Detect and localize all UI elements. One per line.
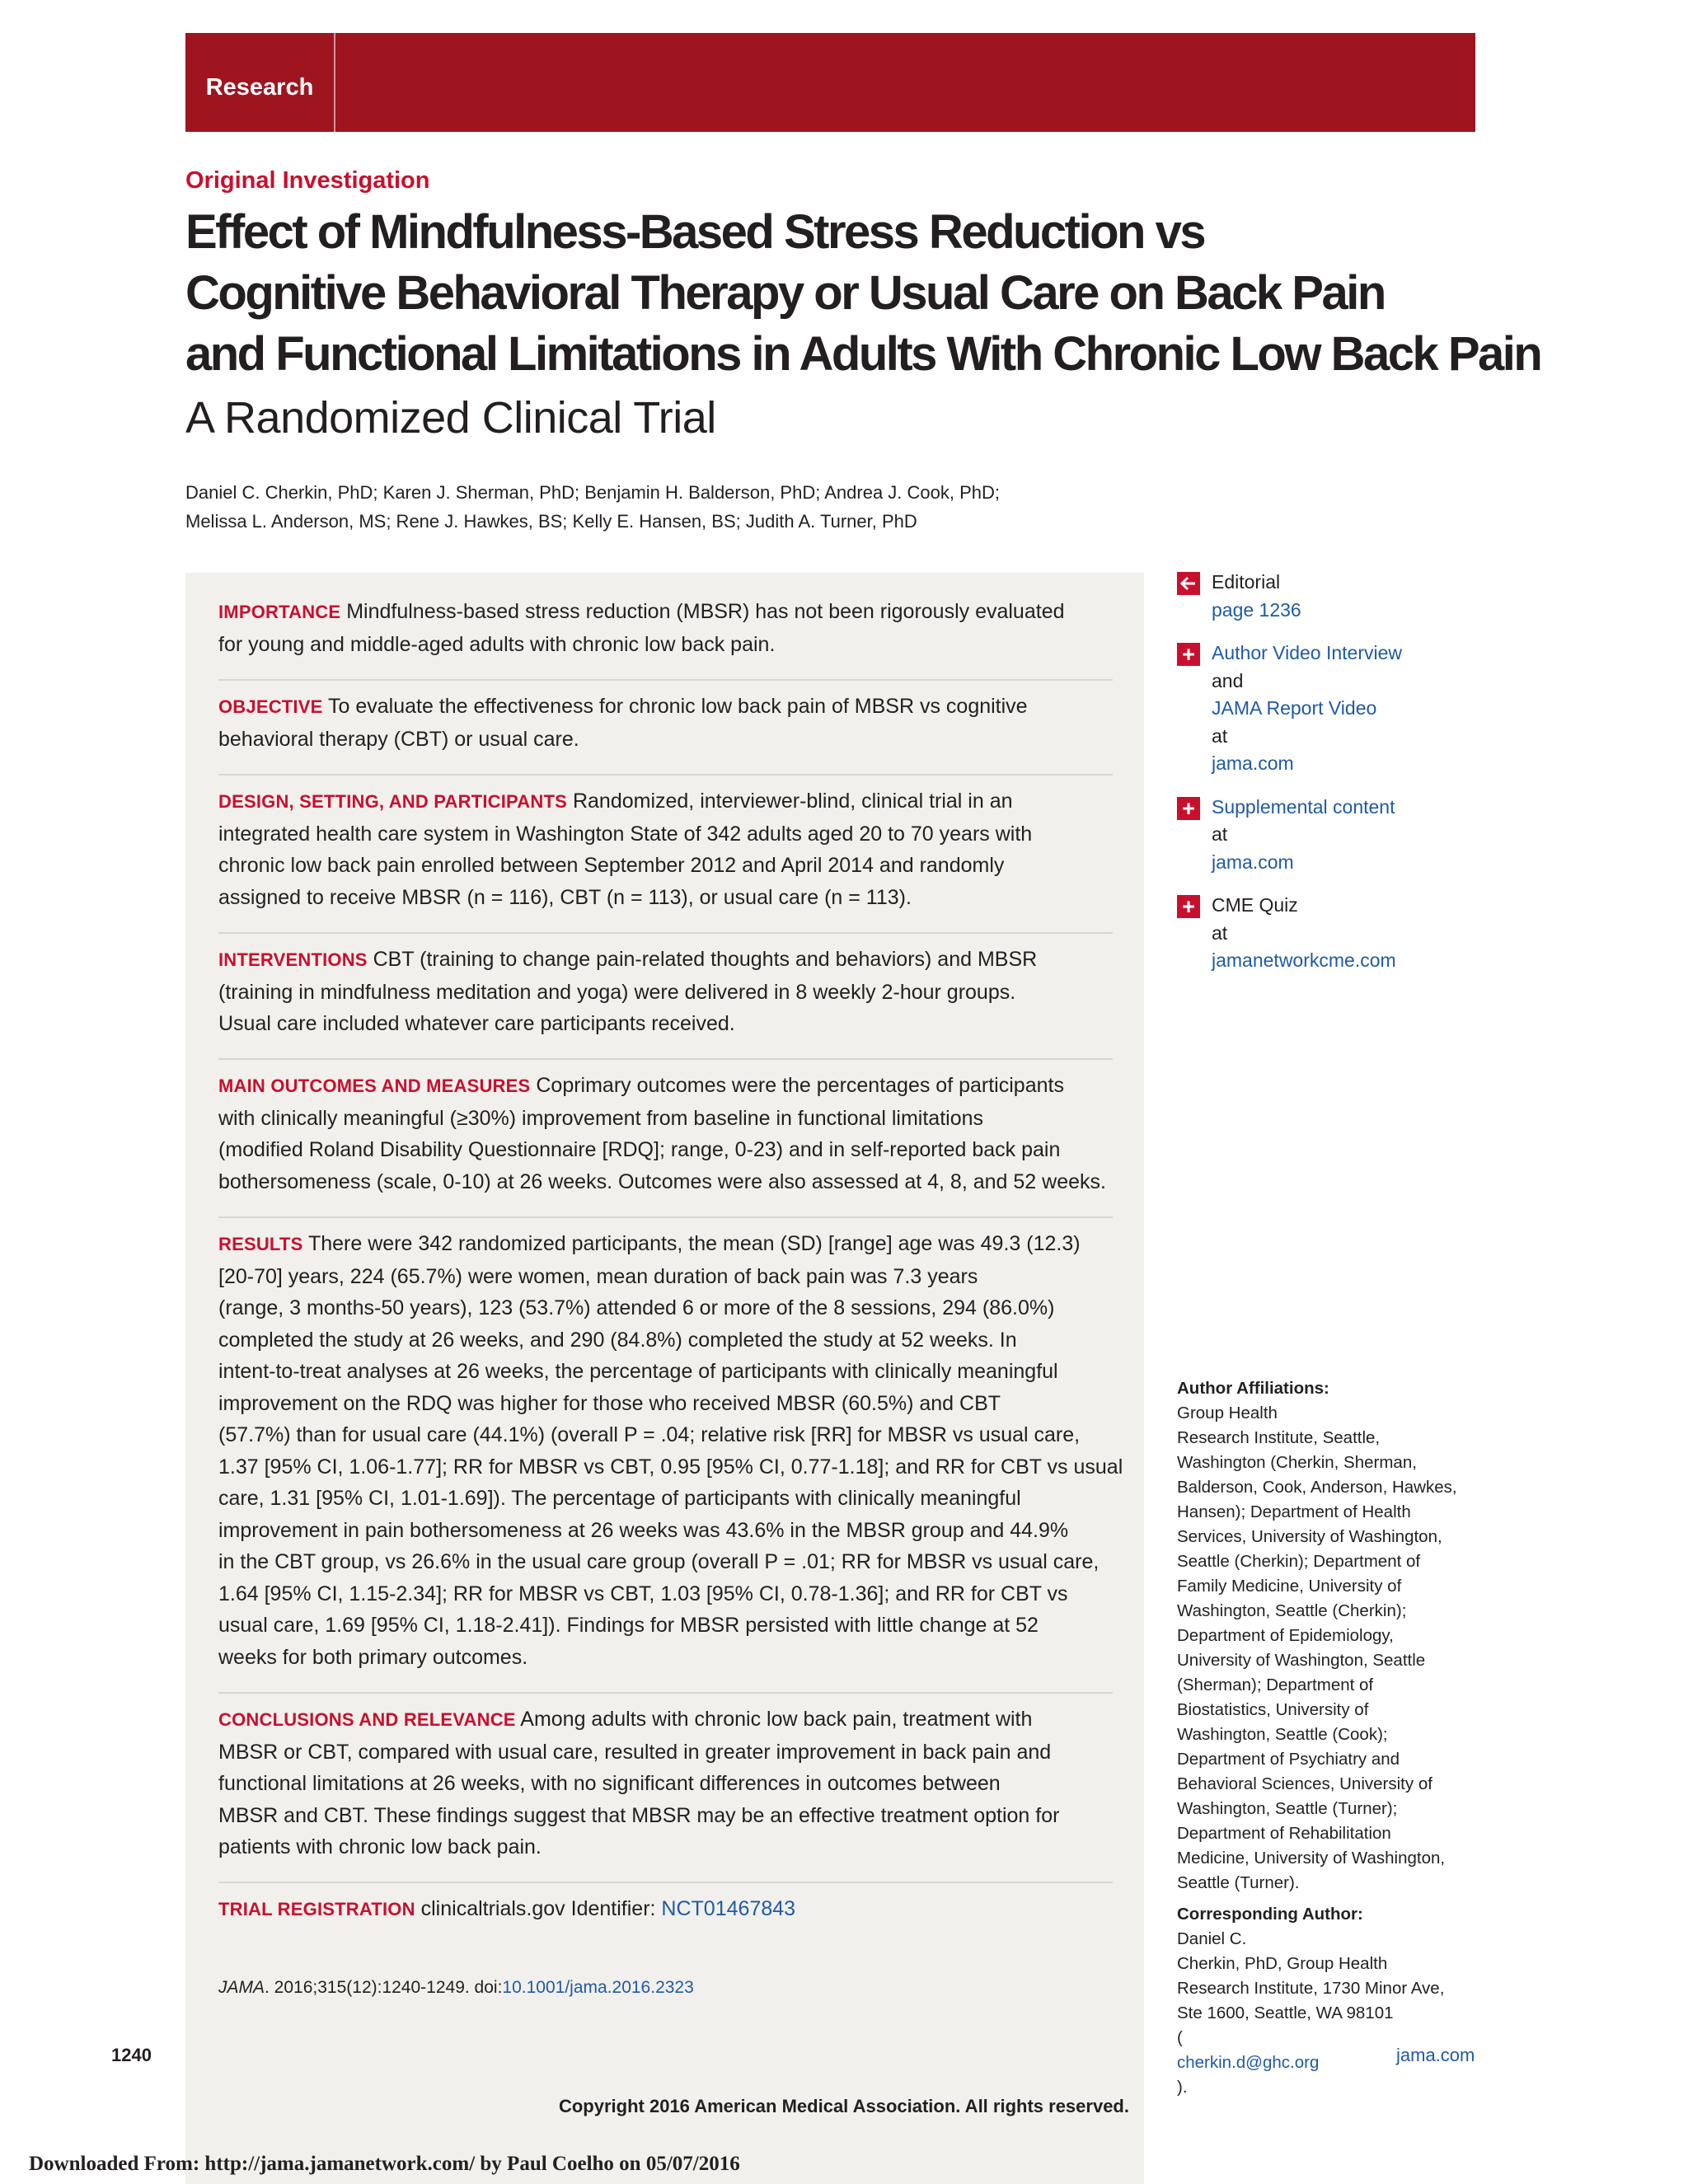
abstract	[185, 573, 1144, 2184]
text-line: Daniel C.	[1177, 1929, 1247, 1948]
section-divider	[218, 679, 1113, 681]
jama-link[interactable]: jama.com	[1212, 752, 1294, 774]
text-line: CBT (training to change pain-related thoughts and behaviors) and MBSR	[373, 948, 1038, 971]
report-video-link[interactable]: JAMA Report Video	[1212, 697, 1377, 719]
affiliations-heading: Author Affiliations:	[1177, 1379, 1329, 1398]
article-type: Original Investigation	[185, 167, 430, 194]
text-line: Family Medicine, University of	[1177, 1577, 1402, 1596]
editorial-label: Editorial	[1212, 571, 1281, 593]
section-heading: RESULTS	[218, 1234, 303, 1254]
email-link[interactable]: cherkin.d@ghc.org	[1177, 2053, 1320, 2072]
text-line: Department of Psychiatry and	[1177, 1750, 1400, 1769]
connector-text: at	[1212, 724, 1228, 747]
section-heading: CONCLUSIONS AND RELEVANCE	[218, 1709, 516, 1730]
section-label: Research	[205, 74, 314, 101]
abstract-interventions	[218, 944, 1113, 1040]
citation-details: . 2016;315(12):1240-1249. doi:	[265, 1978, 503, 1997]
section-heading: IMPORTANCE	[218, 602, 341, 622]
text-line: [20-70] years, 224 (65.7%) were women, mean duration of back pain was 7.3 years	[218, 1264, 978, 1288]
text-line: Biostatistics, University of	[1177, 1700, 1369, 1719]
text-line: weeks for both primary outcomes.	[218, 1645, 528, 1669]
text-line: usual care, 1.69 [95% CI, 1.18-2.41]). Findings for MBSR persisted with little change at 52	[218, 1614, 1039, 1637]
section-divider	[218, 1216, 1113, 1218]
abstract-importance	[218, 596, 1113, 660]
text-line: Mindfulness-based stress reduction (MBSR) has not been rigorously evaluated	[346, 600, 1065, 623]
plus-icon: +	[1177, 643, 1200, 666]
text-line: clinicaltrials.gov Identifier:	[420, 1897, 656, 1920]
author-line: Melissa L. Anderson, MS; Rene J. Hawkes, BS; Kelly E. Hansen, BS; Judith A. Turner, PhD	[185, 511, 917, 532]
text-line: Department of Rehabilitation	[1177, 1824, 1391, 1843]
author-list	[185, 478, 1257, 536]
abstract-objective	[218, 691, 1113, 755]
text-line: MBSR or CBT, compared with usual care, resulted in greater improvement in back pain and	[218, 1740, 1052, 1764]
text-line: (training in mindfulness meditation and yoga) were delivered in 8 weekly 2-hour groups.	[218, 980, 1016, 1004]
plus-icon: +	[1177, 797, 1200, 820]
jama-link[interactable]: jama.com	[1212, 851, 1294, 873]
abstract-results	[218, 1228, 1123, 1673]
section-heading: OBJECTIVE	[218, 696, 323, 717]
text-line: completed the study at 26 weeks, and 290 (84.8%) completed the study at 52 weeks. In	[218, 1328, 1017, 1352]
plus-icon: +	[1177, 895, 1200, 918]
text-line: chronic low back pain enrolled between September 2012 and April 2014 and randomly	[218, 854, 1005, 877]
text-line: Medicine, University of Washington,	[1177, 1849, 1446, 1868]
text-line: University of Washington, Seattle	[1177, 1651, 1426, 1670]
text-line: Hansen); Department of Health	[1177, 1502, 1411, 1521]
connector-text: at	[1212, 921, 1228, 944]
text-line: for young and middle-aged adults with chronic low back pain.	[218, 632, 776, 656]
punctuation: (	[1177, 2028, 1183, 2047]
editorial-link[interactable]: page 1236	[1212, 598, 1301, 621]
abstract-registration	[218, 1893, 1113, 1926]
text-line: Research Institute, 1730 Minor Ave,	[1177, 1979, 1445, 1998]
section-divider	[218, 774, 1113, 776]
section-divider	[218, 1882, 1113, 1883]
text-line: Research Institute, Seattle,	[1177, 1428, 1381, 1447]
text-line: behavioral therapy (CBT) or usual care.	[218, 727, 579, 751]
text-line: MBSR and CBT. These findings suggest that MBSR may be an effective treatment option for	[218, 1803, 1060, 1827]
article-title	[185, 202, 1541, 385]
banner-divider	[334, 33, 335, 132]
page-number: 1240	[111, 2045, 152, 2065]
text-line: Usual care included whatever care participants received.	[218, 1012, 735, 1035]
text-line: Department of Epidemiology,	[1177, 1626, 1394, 1645]
author-line: Daniel C. Cherkin, PhD; Karen J. Sherman, PhD; Benjamin H. Balderson, PhD; Andrea J. Cook, PhD;	[185, 482, 1001, 503]
text-line: improvement in pain bothersomeness at 26 weeks was 43.6% in the MBSR group and 44.9%	[218, 1518, 1069, 1542]
text-line: improvement on the RDQ was higher for those who received MBSR (60.5%) and CBT	[218, 1391, 1001, 1415]
text-line: Seattle (Cherkin); Department of	[1177, 1552, 1421, 1571]
text-line: Washington (Cherkin, Sherman,	[1177, 1453, 1417, 1472]
author-video-link[interactable]: Author Video Interview	[1212, 642, 1402, 663]
text-line: Washington, Seattle (Cherkin);	[1177, 1601, 1407, 1620]
editorial-item	[1177, 569, 1474, 624]
text-line: care, 1.31 [95% CI, 1.01-1.69]). The percentage of participants with clinically meaningful	[218, 1487, 1021, 1510]
text-line: There were 342 randomized participants, the mean (SD) [range] age was 49.3 (12.3)	[307, 1232, 1081, 1255]
text-line: in the CBT group, vs 26.6% in the usual care group (overall P = .01; RR for MBSR vs usual care,	[218, 1550, 1100, 1573]
text-line: To evaluate the effectiveness for chronic low back pain of MBSR vs cognitive	[328, 695, 1028, 718]
text-line: functional limitations at 26 weeks, with no significant differences in outcomes between	[218, 1772, 1001, 1795]
connector-text: at	[1212, 823, 1228, 845]
text-line: (Sherman); Department of	[1177, 1675, 1374, 1694]
abstract-design	[218, 785, 1113, 913]
text-line: Services, University of Washington,	[1177, 1527, 1442, 1546]
title-line: Cognitive Behavioral Therapy or Usual Care on Back Pain	[185, 266, 1385, 320]
video-item	[1177, 640, 1474, 778]
text-line: Group Health	[1177, 1404, 1278, 1422]
section-divider	[218, 1058, 1113, 1060]
text-line: Ste 1600, Seattle, WA 98101	[1177, 2004, 1394, 2022]
text-line: Washington, Seattle (Cook);	[1177, 1725, 1388, 1744]
citation	[218, 1978, 694, 1998]
supplement-item	[1177, 794, 1474, 877]
text-line: Seattle (Turner).	[1177, 1873, 1300, 1892]
section-divider	[218, 1692, 1113, 1694]
abstract-conclusions	[218, 1704, 1113, 1863]
sidebar	[1177, 569, 1474, 991]
section-heading: INTERVENTIONS	[218, 949, 368, 970]
text-line: intent-to-treat analyses at 26 weeks, the percentage of participants with clinically meaningful	[218, 1360, 1058, 1383]
copyright-notice: Copyright 2016 American Medical Association. All rights reserved.	[558, 2096, 1129, 2116]
punctuation: ).	[1177, 2078, 1188, 2097]
section-divider	[218, 932, 1113, 934]
text-line: (57.7%) than for usual care (44.1%) (overall P = .04; relative risk [RR] for MBSR vs usual care,	[218, 1423, 1081, 1446]
text-line: 1.37 [95% CI, 1.06-1.77]; RR for MBSR vs CBT, 0.95 [95% CI, 0.77-1.18]; and RR for CBT vs usual	[218, 1455, 1123, 1479]
article-subtitle: A Randomized Clinical Trial	[185, 393, 716, 443]
section-heading: DESIGN, SETTING, AND PARTICIPANTS	[218, 791, 567, 812]
section-heading: TRIAL REGISTRATION	[218, 1899, 415, 1919]
arrow-left-icon	[1177, 572, 1200, 595]
journal-name: JAMA	[218, 1978, 265, 1997]
corresponding-heading: Corresponding Author:	[1177, 1905, 1363, 1924]
text-line: Washington, Seattle (Turner);	[1177, 1799, 1398, 1818]
cme-item	[1177, 892, 1474, 975]
title-line: Effect of Mindfulness-Based Stress Reduction vs	[185, 205, 1205, 259]
cme-link[interactable]: jamanetworkcme.com	[1212, 949, 1396, 971]
download-notice: Downloaded From: http://jama.jamanetwork.com/ by Paul Coelho on 05/07/2016	[29, 2153, 740, 2175]
doi-link[interactable]: 10.1001/jama.2016.2323	[502, 1978, 694, 1997]
text-line: (range, 3 months-50 years), 123 (53.7%) attended 6 or more of the 8 sessions, 294 (86.0%)	[218, 1296, 1055, 1319]
text-line: integrated health care system in Washington State of 342 adults aged 20 to 70 years with	[218, 822, 1033, 846]
text-line: Behavioral Sciences, University of	[1177, 1774, 1432, 1793]
title-line: and Functional Limitations in Adults With Chronic Low Back Pain	[185, 327, 1541, 381]
footer-site-link[interactable]: jama.com	[1396, 2045, 1475, 2065]
section-heading: MAIN OUTCOMES AND MEASURES	[218, 1076, 531, 1096]
text-line: Among adults with chronic low back pain, treatment with	[520, 1708, 1033, 1731]
text-line: 1.64 [95% CI, 1.15-2.34]; RR for MBSR vs CBT, 1.03 [95% CI, 0.78-1.36]; and RR for CBT vs	[218, 1582, 1068, 1605]
text-line: with clinically meaningful (≥30%) improvement from baseline in functional limitations	[218, 1106, 984, 1130]
abstract-outcomes	[218, 1070, 1113, 1197]
trial-id-link[interactable]: NCT01467843	[661, 1897, 796, 1920]
text-line: assigned to receive MBSR (n = 116), CBT (n = 113), or usual care (n = 113).	[218, 885, 912, 909]
text-line: bothersomeness (scale, 0-10) at 26 weeks. Outcomes were also assessed at 4, 8, and 52 weeks.	[218, 1169, 1106, 1193]
section-banner	[185, 33, 1475, 132]
text-line: patients with chronic low back pain.	[218, 1835, 542, 1858]
connector-text: and	[1212, 669, 1244, 691]
author-affiliations	[1177, 1376, 1490, 2100]
text-line: Cherkin, PhD, Group Health	[1177, 1954, 1388, 1973]
text-line: Balderson, Cook, Anderson, Hawkes,	[1177, 1478, 1457, 1497]
cme-label: CME Quiz	[1212, 894, 1298, 916]
text-line: Coprimary outcomes were the percentages of participants	[536, 1074, 1064, 1097]
text-line: Randomized, interviewer-blind, clinical trial in an	[572, 790, 1013, 813]
supplement-link[interactable]: Supplemental content	[1212, 795, 1395, 818]
text-line: (modified Roland Disability Questionnaire [RDQ]; range, 0-23) and in self-reported back pain	[218, 1138, 1061, 1161]
